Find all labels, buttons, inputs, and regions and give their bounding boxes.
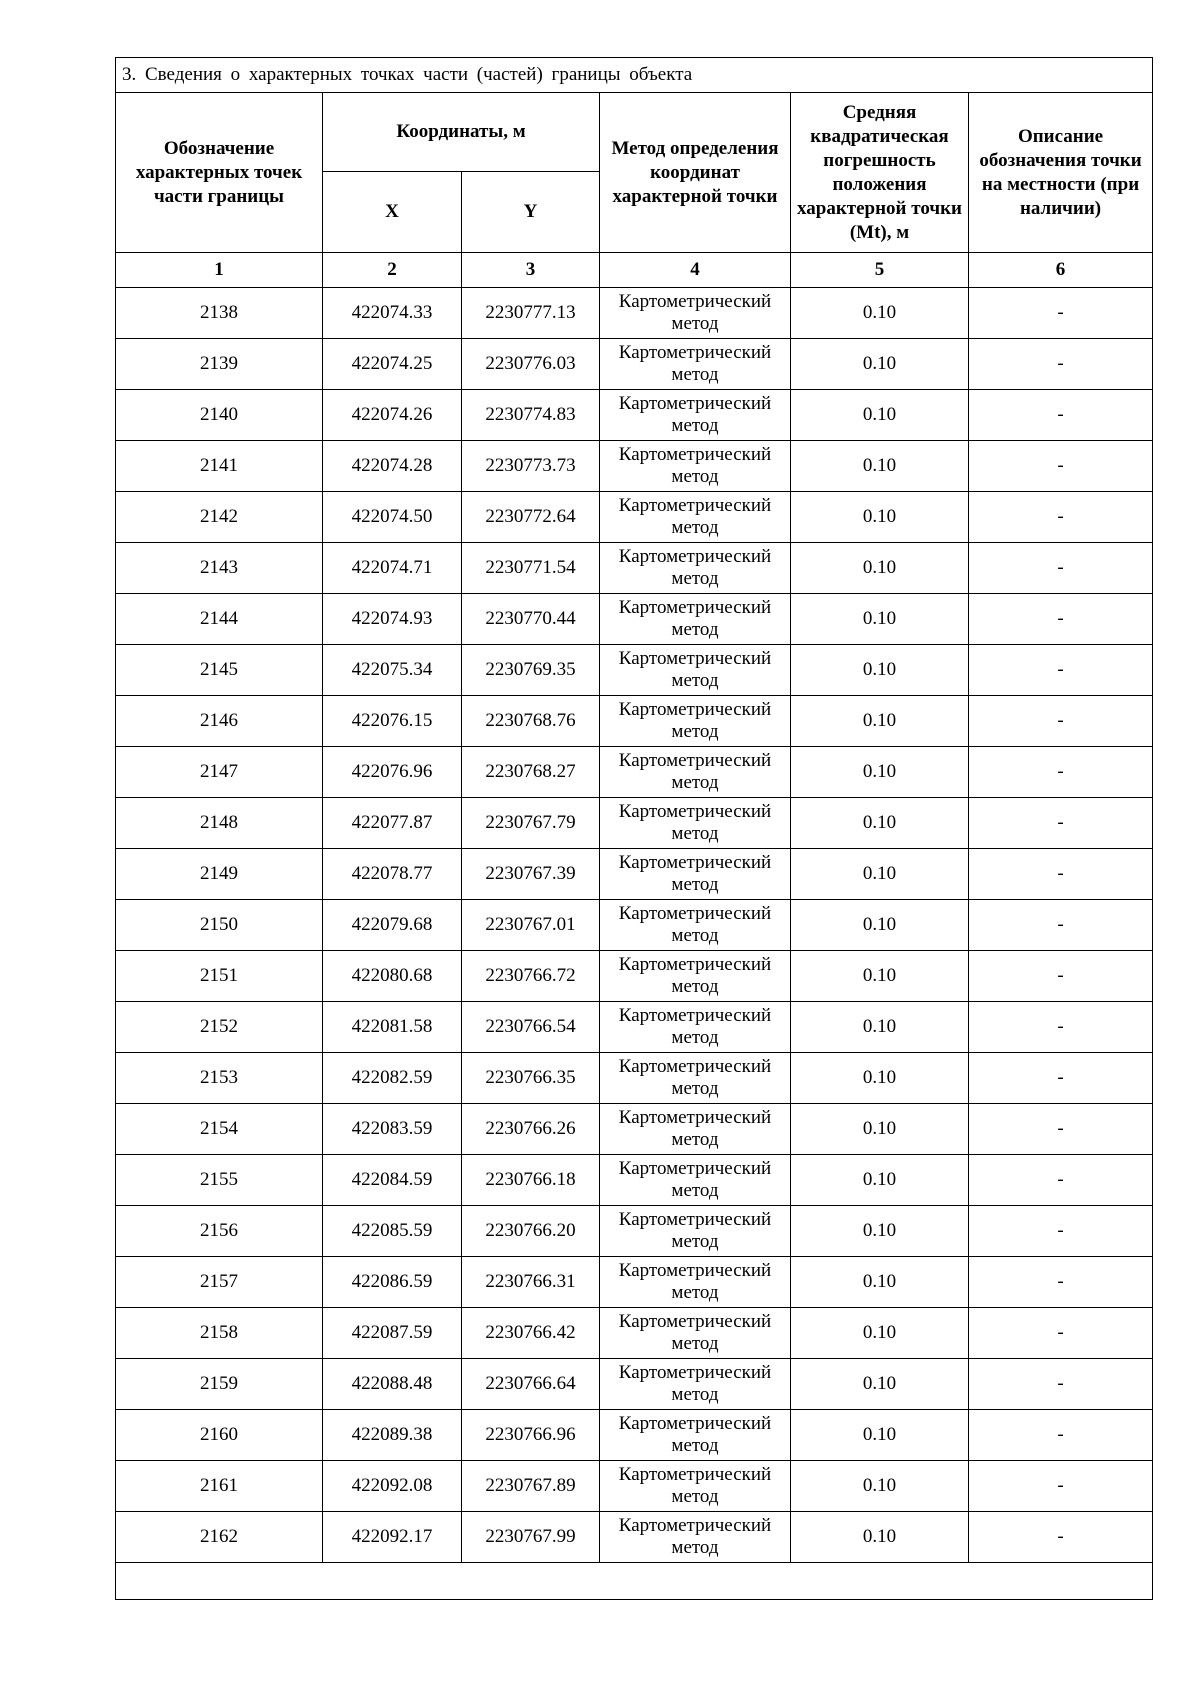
cell-x: 422092.08	[323, 1461, 462, 1512]
cell-method: Картометрический метод	[600, 1053, 791, 1104]
cell-point: 2159	[116, 1359, 323, 1410]
cell-point: 2139	[116, 339, 323, 390]
cell-y: 2230766.35	[462, 1053, 600, 1104]
table-row	[116, 594, 1153, 645]
cell-method: Картометрический метод	[600, 747, 791, 798]
cell-method: Картометрический метод	[600, 696, 791, 747]
cell-y: 2230773.73	[462, 441, 600, 492]
header-coords: Координаты, м	[323, 93, 600, 172]
cell-error: 0.10	[791, 339, 969, 390]
cell-x: 422092.17	[323, 1512, 462, 1563]
cell-error: 0.10	[791, 492, 969, 543]
cell-description: -	[969, 1410, 1153, 1461]
table-row	[116, 543, 1153, 594]
column-number: 6	[969, 253, 1153, 288]
cell-error: 0.10	[791, 951, 969, 1002]
cell-error: 0.10	[791, 1002, 969, 1053]
cell-error: 0.10	[791, 288, 969, 339]
cell-point: 2150	[116, 900, 323, 951]
cell-x: 422086.59	[323, 1257, 462, 1308]
cell-method: Картометрический метод	[600, 339, 791, 390]
cell-method: Картометрический метод	[600, 1461, 791, 1512]
cell-error: 0.10	[791, 1104, 969, 1155]
cell-y: 2230767.99	[462, 1512, 600, 1563]
header-row-top	[116, 93, 1153, 172]
cell-description: -	[969, 1206, 1153, 1257]
cell-y: 2230776.03	[462, 339, 600, 390]
cell-error: 0.10	[791, 798, 969, 849]
cell-method: Картометрический метод	[600, 1359, 791, 1410]
empty-footer-cell	[116, 1563, 1153, 1600]
cell-x: 422089.38	[323, 1410, 462, 1461]
table-row	[116, 1155, 1153, 1206]
table-row	[116, 1308, 1153, 1359]
cell-y: 2230766.42	[462, 1308, 600, 1359]
cell-method: Картометрический метод	[600, 900, 791, 951]
cell-description: -	[969, 1359, 1153, 1410]
cell-y: 2230766.64	[462, 1359, 600, 1410]
cell-description: -	[969, 339, 1153, 390]
cell-x: 422074.93	[323, 594, 462, 645]
cell-y: 2230777.13	[462, 288, 600, 339]
cell-description: -	[969, 1512, 1153, 1563]
cell-y: 2230767.89	[462, 1461, 600, 1512]
cell-x: 422084.59	[323, 1155, 462, 1206]
cell-error: 0.10	[791, 900, 969, 951]
cell-description: -	[969, 1257, 1153, 1308]
table-row	[116, 1359, 1153, 1410]
cell-description: -	[969, 747, 1153, 798]
cell-point: 2140	[116, 390, 323, 441]
table-row	[116, 339, 1153, 390]
cell-method: Картометрический метод	[600, 1512, 791, 1563]
cell-point: 2141	[116, 441, 323, 492]
cell-point: 2138	[116, 288, 323, 339]
table-row	[116, 1257, 1153, 1308]
cell-method: Картометрический метод	[600, 951, 791, 1002]
cell-y: 2230766.20	[462, 1206, 600, 1257]
table-row	[116, 492, 1153, 543]
cell-method: Картометрический метод	[600, 1104, 791, 1155]
cell-y: 2230766.72	[462, 951, 600, 1002]
cell-error: 0.10	[791, 1359, 969, 1410]
cell-method: Картометрический метод	[600, 1002, 791, 1053]
cell-point: 2147	[116, 747, 323, 798]
cell-point: 2160	[116, 1410, 323, 1461]
cell-x: 422076.96	[323, 747, 462, 798]
header-error: Средняя квадратическая погрешность положения характерной точки (Mt), м	[791, 93, 969, 253]
cell-description: -	[969, 900, 1153, 951]
table-row	[116, 1410, 1153, 1461]
cell-point: 2155	[116, 1155, 323, 1206]
empty-footer-row	[116, 1563, 1153, 1600]
cell-x: 422074.25	[323, 339, 462, 390]
column-number: 2	[323, 253, 462, 288]
cell-point: 2158	[116, 1308, 323, 1359]
cell-x: 422083.59	[323, 1104, 462, 1155]
header-method: Метод определения координат характерной точки	[600, 93, 791, 253]
cell-x: 422085.59	[323, 1206, 462, 1257]
cell-y: 2230768.76	[462, 696, 600, 747]
cell-point: 2161	[116, 1461, 323, 1512]
table-body	[116, 288, 1153, 1563]
cell-point: 2156	[116, 1206, 323, 1257]
cell-description: -	[969, 441, 1153, 492]
cell-error: 0.10	[791, 849, 969, 900]
column-number: 1	[116, 253, 323, 288]
cell-description: -	[969, 798, 1153, 849]
cell-error: 0.10	[791, 390, 969, 441]
column-number-row	[116, 253, 1153, 288]
cell-point: 2151	[116, 951, 323, 1002]
cell-point: 2152	[116, 1002, 323, 1053]
boundary-points-table	[115, 57, 1153, 1600]
table-row	[116, 1461, 1153, 1512]
table-row	[116, 1206, 1153, 1257]
cell-y: 2230767.39	[462, 849, 600, 900]
cell-description: -	[969, 1002, 1153, 1053]
column-number: 3	[462, 253, 600, 288]
cell-x: 422088.48	[323, 1359, 462, 1410]
cell-x: 422074.50	[323, 492, 462, 543]
cell-x: 422077.87	[323, 798, 462, 849]
cell-error: 0.10	[791, 441, 969, 492]
cell-y: 2230766.54	[462, 1002, 600, 1053]
cell-description: -	[969, 1104, 1153, 1155]
cell-description: -	[969, 645, 1153, 696]
table-row	[116, 1053, 1153, 1104]
header-point: Обозначение характерных точек части границы	[116, 93, 323, 253]
cell-y: 2230766.31	[462, 1257, 600, 1308]
cell-method: Картометрический метод	[600, 798, 791, 849]
cell-y: 2230766.18	[462, 1155, 600, 1206]
table-row	[116, 696, 1153, 747]
cell-x: 422081.58	[323, 1002, 462, 1053]
cell-error: 0.10	[791, 747, 969, 798]
cell-point: 2149	[116, 849, 323, 900]
cell-x: 422074.26	[323, 390, 462, 441]
cell-error: 0.10	[791, 645, 969, 696]
column-number: 5	[791, 253, 969, 288]
cell-y: 2230766.26	[462, 1104, 600, 1155]
cell-method: Картометрический метод	[600, 594, 791, 645]
cell-y: 2230769.35	[462, 645, 600, 696]
cell-point: 2143	[116, 543, 323, 594]
cell-y: 2230767.01	[462, 900, 600, 951]
cell-error: 0.10	[791, 1512, 969, 1563]
cell-method: Картометрический метод	[600, 1308, 791, 1359]
cell-method: Картометрический метод	[600, 1155, 791, 1206]
table-row	[116, 288, 1153, 339]
cell-y: 2230766.96	[462, 1410, 600, 1461]
cell-method: Картометрический метод	[600, 288, 791, 339]
cell-error: 0.10	[791, 1308, 969, 1359]
cell-description: -	[969, 1461, 1153, 1512]
cell-y: 2230768.27	[462, 747, 600, 798]
table-row	[116, 1002, 1153, 1053]
cell-description: -	[969, 1155, 1153, 1206]
cell-x: 422082.59	[323, 1053, 462, 1104]
cell-point: 2146	[116, 696, 323, 747]
column-number: 4	[600, 253, 791, 288]
table-row	[116, 645, 1153, 696]
cell-description: -	[969, 543, 1153, 594]
cell-method: Картометрический метод	[600, 645, 791, 696]
table-row	[116, 1104, 1153, 1155]
cell-error: 0.10	[791, 1053, 969, 1104]
cell-y: 2230770.44	[462, 594, 600, 645]
table-row	[116, 1512, 1153, 1563]
table-row	[116, 849, 1153, 900]
cell-method: Картометрический метод	[600, 543, 791, 594]
cell-x: 422074.71	[323, 543, 462, 594]
cell-description: -	[969, 1308, 1153, 1359]
cell-method: Картометрический метод	[600, 849, 791, 900]
cell-error: 0.10	[791, 1410, 969, 1461]
cell-description: -	[969, 594, 1153, 645]
cell-description: -	[969, 1053, 1153, 1104]
cell-y: 2230774.83	[462, 390, 600, 441]
table-row	[116, 951, 1153, 1002]
cell-description: -	[969, 492, 1153, 543]
header-y: Y	[462, 172, 600, 253]
table-row	[116, 900, 1153, 951]
cell-point: 2142	[116, 492, 323, 543]
cell-description: -	[969, 849, 1153, 900]
cell-method: Картометрический метод	[600, 1206, 791, 1257]
cell-description: -	[969, 951, 1153, 1002]
cell-x: 422076.15	[323, 696, 462, 747]
cell-x: 422087.59	[323, 1308, 462, 1359]
cell-x: 422078.77	[323, 849, 462, 900]
cell-point: 2157	[116, 1257, 323, 1308]
cell-method: Картометрический метод	[600, 1410, 791, 1461]
cell-error: 0.10	[791, 1461, 969, 1512]
cell-point: 2153	[116, 1053, 323, 1104]
table-row	[116, 747, 1153, 798]
cell-description: -	[969, 288, 1153, 339]
cell-point: 2148	[116, 798, 323, 849]
section-title: 3. Сведения о характерных точках части (частей) границы объекта	[116, 58, 1153, 93]
cell-point: 2162	[116, 1512, 323, 1563]
table-row	[116, 798, 1153, 849]
cell-x: 422079.68	[323, 900, 462, 951]
cell-error: 0.10	[791, 1206, 969, 1257]
document-sheet	[115, 57, 1152, 1600]
cell-x: 422080.68	[323, 951, 462, 1002]
cell-method: Картометрический метод	[600, 1257, 791, 1308]
cell-y: 2230767.79	[462, 798, 600, 849]
cell-error: 0.10	[791, 1257, 969, 1308]
cell-x: 422074.33	[323, 288, 462, 339]
cell-point: 2154	[116, 1104, 323, 1155]
header-x: X	[323, 172, 462, 253]
cell-x: 422075.34	[323, 645, 462, 696]
cell-description: -	[969, 390, 1153, 441]
cell-point: 2145	[116, 645, 323, 696]
cell-description: -	[969, 696, 1153, 747]
cell-error: 0.10	[791, 1155, 969, 1206]
header-description: Описание обозначения точки на местности (при наличии)	[969, 93, 1153, 253]
table-row	[116, 390, 1153, 441]
cell-x: 422074.28	[323, 441, 462, 492]
cell-method: Картометрический метод	[600, 390, 791, 441]
cell-error: 0.10	[791, 696, 969, 747]
table-row	[116, 441, 1153, 492]
section-title-row	[116, 58, 1153, 93]
cell-y: 2230771.54	[462, 543, 600, 594]
cell-point: 2144	[116, 594, 323, 645]
cell-y: 2230772.64	[462, 492, 600, 543]
cell-error: 0.10	[791, 543, 969, 594]
cell-method: Картометрический метод	[600, 492, 791, 543]
cell-method: Картометрический метод	[600, 441, 791, 492]
cell-error: 0.10	[791, 594, 969, 645]
